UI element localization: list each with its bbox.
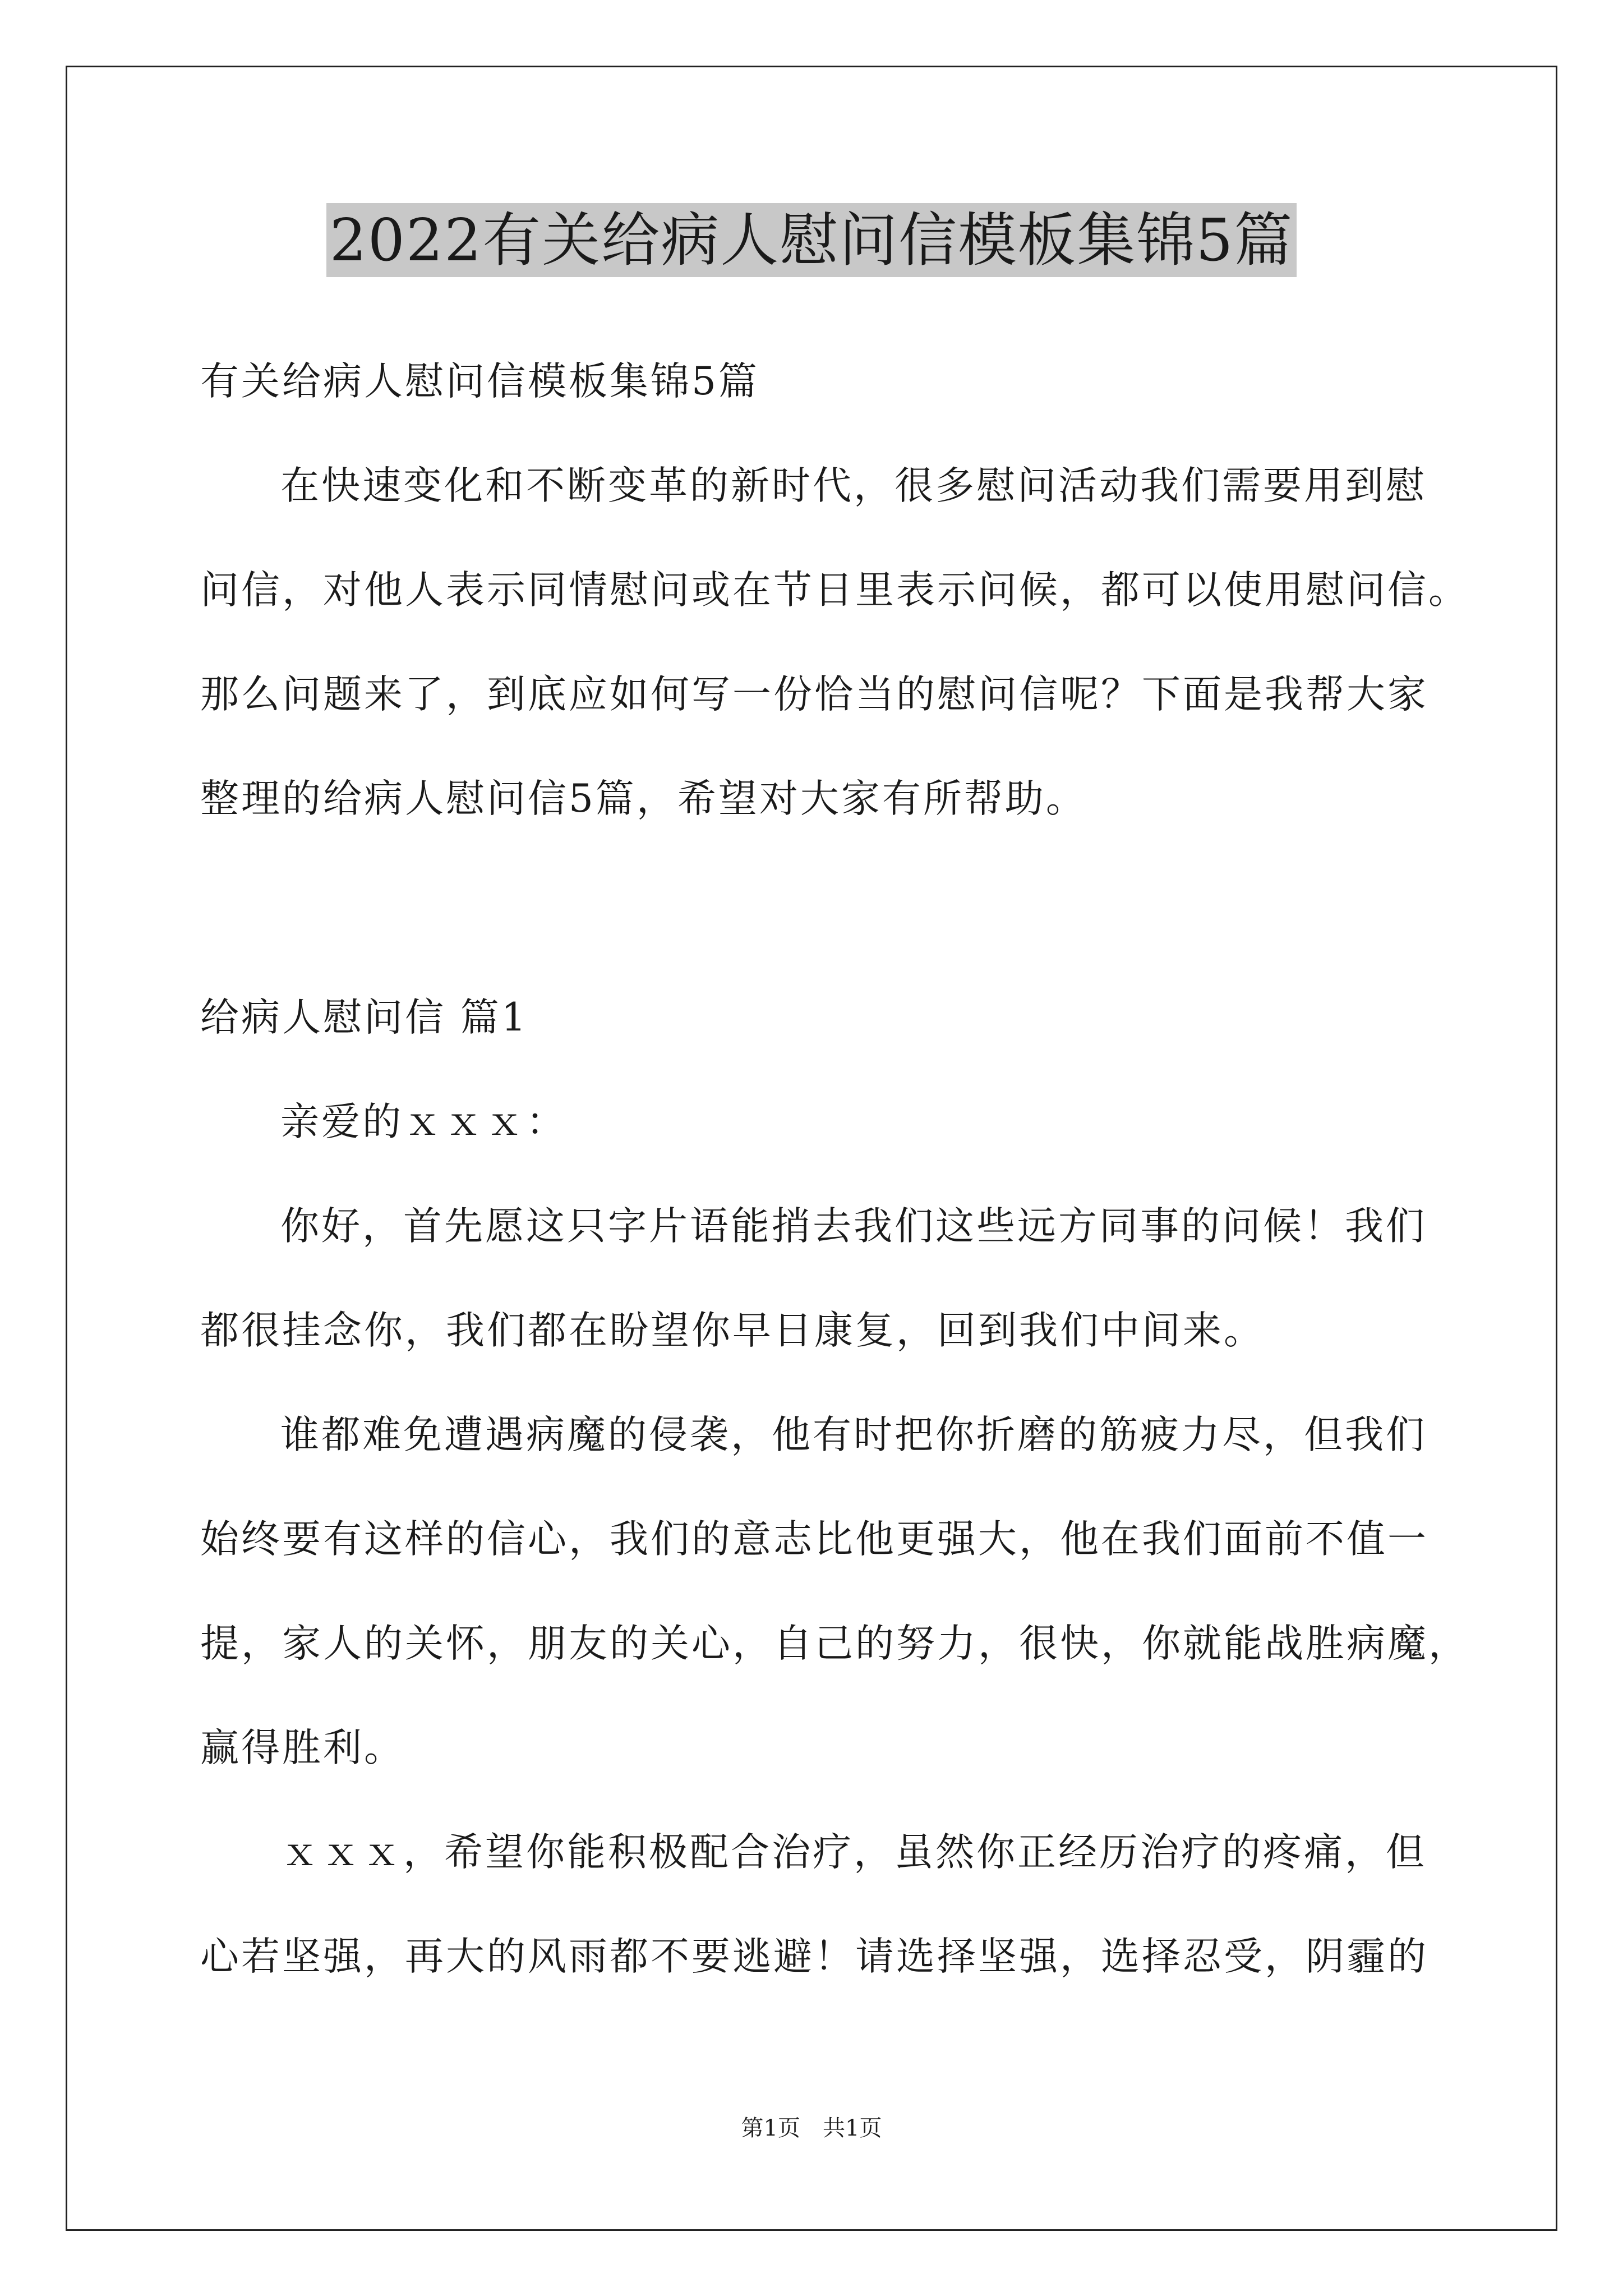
- para2-line-2: 始终要有这样的信心，我们的意志比他更强大，他在我们面前不值一: [200, 1517, 1428, 1562]
- intro-line-1: 在快速变化和不断变革的新时代，很多慰问活动我们需要用到慰: [280, 463, 1427, 508]
- para3-line-2: 心若坚强，再大的风雨都不要逃避！请选择坚强，选择忍受，阴霾的: [200, 1934, 1428, 1979]
- document-subtitle: 有关给病人慰问信模板集锦5篇: [200, 359, 759, 404]
- para3-line-1: ｘｘｘ，希望你能积极配合治疗，虽然你正经历治疗的疼痛，但: [280, 1830, 1427, 1875]
- intro-line-3: 那么问题来了，到底应如何写一份恰当的慰问信呢？下面是我帮大家: [200, 672, 1428, 717]
- para2-line-1: 谁都难免遭遇病魔的侵袭，他有时把你折磨的筋疲力尽，但我们: [280, 1412, 1427, 1457]
- para1-line-2: 都很挂念你，我们都在盼望你早日康复，回到我们中间来。: [200, 1308, 1265, 1353]
- para2-line-3: 提，家人的关怀，朋友的关心，自己的努力，很快，你就能战胜病魔，: [200, 1621, 1469, 1666]
- section-heading: 给病人慰问信 篇1: [200, 995, 528, 1040]
- para1-line-1: 你好，首先愿这只字片语能捎去我们这些远方同事的问候！我们: [280, 1204, 1427, 1249]
- intro-line-2: 问信，对他人表示同情慰问或在节日里表示问候，都可以使用慰问信。: [200, 568, 1469, 613]
- title-container: [0, 203, 1623, 277]
- salutation: 亲爱的ｘｘｘ：: [280, 1099, 567, 1144]
- intro-line-4: 整理的给病人慰问信5篇，希望对大家有所帮助。: [200, 776, 1087, 821]
- document-title: 2022有关给病人慰问信模板集锦5篇: [326, 203, 1297, 277]
- para2-line-4: 赢得胜利。: [200, 1726, 405, 1770]
- page-footer: 第1页 共1页: [741, 2115, 882, 2141]
